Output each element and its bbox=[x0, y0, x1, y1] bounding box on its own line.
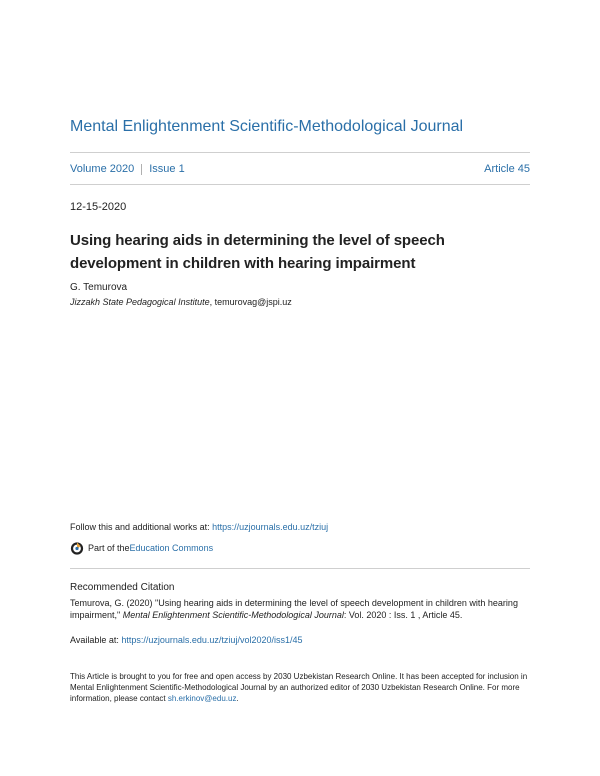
volume-link[interactable]: Volume 2020 bbox=[70, 163, 135, 175]
access-notice bbox=[70, 671, 530, 704]
available-line bbox=[70, 635, 302, 645]
notice-end: . bbox=[236, 694, 239, 703]
volume-row bbox=[70, 163, 530, 175]
follow-line bbox=[70, 522, 328, 532]
citation-end: : Vol. 2020 : Iss. 1 , Article 45. bbox=[343, 610, 463, 620]
commons-logo-icon bbox=[70, 541, 84, 555]
article-number-link[interactable]: Article 45 bbox=[484, 163, 530, 175]
notice-text: This Article is brought to you for free and open access by 2030 Uzbekistan Research Online. It has been accepted for inclusion in Mental Enlightenment Scientific-Methodological Journal by an authorized editor of 2030 Uzbekistan Research Online. For more information, please contact bbox=[70, 672, 528, 703]
follow-link[interactable]: https://uzjournals.edu.uz/tziuj bbox=[212, 522, 329, 532]
separator bbox=[141, 164, 142, 175]
affiliation-institution: Jizzakh State Pedagogical Institute bbox=[70, 297, 210, 307]
citation-text bbox=[70, 597, 530, 621]
publication-date: 12-15-2020 bbox=[70, 201, 127, 213]
education-commons-link[interactable]: Education Commons bbox=[129, 543, 214, 553]
follow-text: Follow this and additional works at: bbox=[70, 522, 213, 532]
affiliation-email: , temurovag@jspi.uz bbox=[209, 297, 292, 307]
top-divider bbox=[70, 152, 530, 153]
part-of-text: Part of the bbox=[88, 543, 130, 553]
contact-email-link[interactable]: sh.erkinov@edu.uz bbox=[167, 694, 237, 703]
article-title: Using hearing aids in determining the level of speech development in children with hearing impairment bbox=[70, 232, 445, 272]
citation-divider bbox=[70, 568, 530, 569]
available-text: Available at: bbox=[70, 635, 122, 645]
volume-divider bbox=[70, 184, 530, 185]
journal-title[interactable]: Mental Enlightenment Scientific-Methodological Journal bbox=[70, 118, 464, 135]
issue-link[interactable]: Issue 1 bbox=[149, 163, 185, 175]
author-affiliation bbox=[70, 297, 292, 307]
article-url-link[interactable]: https://uzjournals.edu.uz/tziuj/vol2020/iss1/45 bbox=[121, 635, 303, 645]
citation-journal: Mental Enlightenment Scientific-Methodological Journal bbox=[122, 610, 344, 620]
author-name: G. Temurova bbox=[70, 282, 128, 293]
citation-heading: Recommended Citation bbox=[70, 582, 175, 593]
commons-line bbox=[70, 541, 213, 555]
citation-start: Temurova, G. (2020) "Using hearing aids in determining the level of speech development in children with hearing impairment," bbox=[70, 598, 518, 620]
